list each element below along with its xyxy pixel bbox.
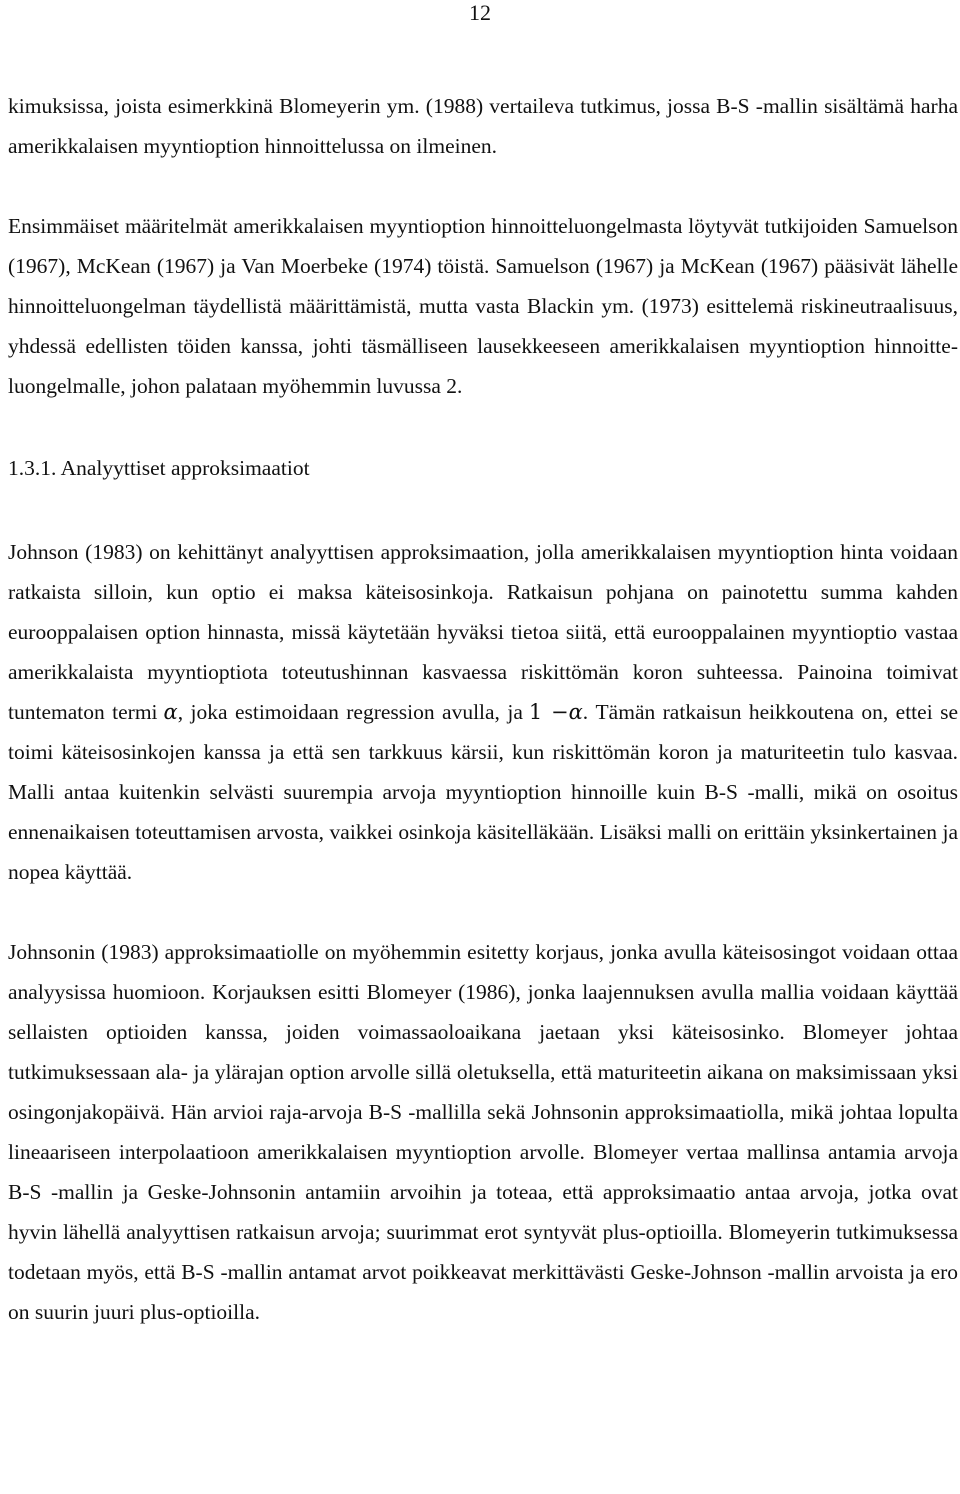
math-alpha-2: α — [568, 700, 583, 724]
page-body — [8, 86, 958, 1332]
paragraph-johnson-text-2: , joka estimoidaan regression avulla, ja — [177, 700, 523, 724]
paragraph-johnson — [8, 532, 958, 892]
paragraph-continuation: kimuksissa, joista esimerkkinä Blomeyerin ym. (1988) vertaileva tutkimus, jossa B-S -mallin sisältämä harha amerikkalaisen myyntioption hinnoittelussa on ilmeinen. — [8, 94, 958, 158]
math-one-minus: 1 − — [528, 700, 569, 724]
page-number: 12 — [469, 0, 491, 25]
paragraph-blomeyer: Johnsonin (1983) approksimaatiolle on myöhemmin esitetty korjaus, jonka avulla käteisosingot voidaan ottaa analyysissa huomioon. Korjauksen esitti Blomeyer (1986), jonka laajennuksen avulla mallia voidaan käyttää sellaisten optioiden kanssa, joiden voimassaoloaikana jaetaan yksi käteisosinko. Blomeyer johtaa tutkimuksessaan ala- ja ylärajan option arvolle sillä oletuksella, että maturiteetin aikana on maksimissaan yksi osingonjakopäivä. Hän arvioi raja-arvoja B-S -mallilla sekä Johnsonin approksimaatiolla, mikä johtaa lopulta lineaariseen interpolaatioon amerikkalaisen myyntioption arvolle. Blomeyer vertaa mallinsa antamia arvoja B-S -mallin ja Geske-Johnsonin antamiin arvoihin ja toteaa, että approksimaatio antaa arvoja, jotka ovat hyvin lähellä analyyttisen ratkaisun arvoja; suurimmat erot syntyvät plus-optioilla. Blomeyerin tutkimuksessa todetaan myös, että B-S -mallin antamat arvot poikkeavat merkittävästi Geske-Johnson -mallin arvoista ja ero on suurin juuri plus-optioilla. — [8, 940, 958, 1324]
paragraph-definitions: Ensimmäiset määritelmät amerikkalaisen myyntioption hinnoitteluongelmasta löytyvät tutkijoiden Samuelson (1967), McKean (1967) ja Van Moerbeke (1974) töistä. Samuelson (1967) ja McKean (1967) pääsivät lähelle hinnoitteluongelman täydellistä määrittämistä, mutta vasta Blackin ym. (1973) esittelemä riskineutraalisuus, yhdessä edellisten töiden kanssa, johti täsmälliseen lausekkeeseen amerikkalaisen myyntioption hinnoitteluongelmalle, johon palataan myöhemmin luvussa 2. — [8, 214, 958, 398]
paragraph-johnson-text-1: Johnson (1983) on kehittänyt analyyttisen approksimaation, jolla amerikkalaisen myyntioption hinta voidaan ratkaista silloin, kun optio ei maksa käteisosinkoja. Ratkaisun pohjana on painotettu summa kahden eurooppalaisen option hinnasta, missä käytetään hyväksi tietoa siitä, että eurooppalainen myyntioptio vastaa amerikkalaista myyntioptiota toteutushinnan kasvaessa riskittömän koron suhteessa. Painoina toimivat tuntematon termi — [8, 540, 958, 724]
paragraph-johnson-text-3: . Tämän ratkaisun heikkoutena on, ettei se toimi käteisosinkojen kanssa ja että sen tarkkuus kärsii, kun riskittömän koron ja maturiteetin tulo kasvaa. Malli antaa kuitenkin selvästi suurempia arvoja myyntioption hinnoille kuin B-S -malli, mikä on osoitus ennenaikaisen toteuttamisen arvosta, vaikkei osinkoja käsitelläkään. Lisäksi malli on erittäin yksinkertainen ja nopea käyttää. — [8, 700, 958, 884]
section-heading: 1.3.1. Analyyttiset approksimaatiot — [8, 456, 310, 480]
math-alpha: α — [163, 700, 178, 724]
